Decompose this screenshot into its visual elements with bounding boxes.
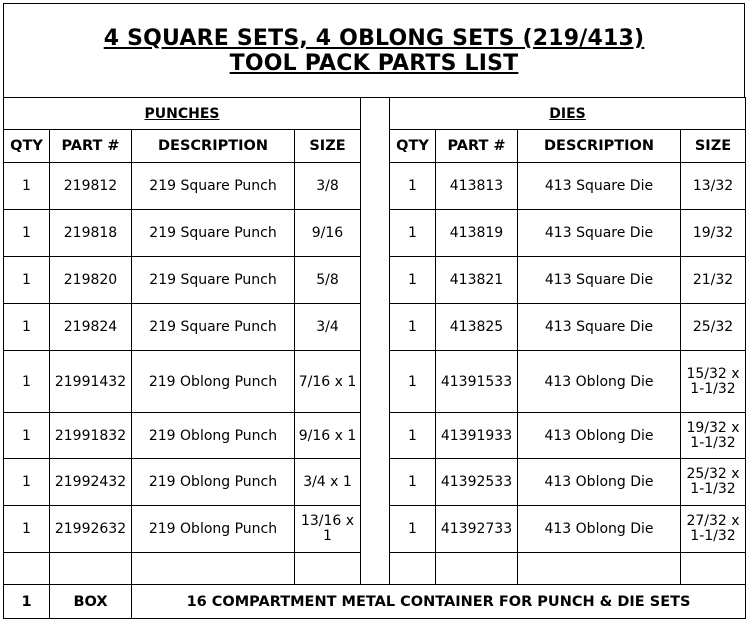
punch-qty: 1 [4,459,50,506]
title-line-2: TOOL PACK PARTS LIST [229,50,519,76]
header-die-description: DESCRIPTION [518,130,681,163]
die-description: 413 Oblong Die [518,351,681,413]
die-part: 41391533 [436,351,518,413]
punch-qty: 1 [4,163,50,210]
punch-part: 219824 [50,304,132,351]
punch-description: 219 Square Punch [132,210,295,257]
punch-description: 219 Oblong Punch [132,413,295,459]
column-gap [361,98,390,585]
header-die-qty: QTY [390,130,436,163]
die-description: 413 Square Die [518,257,681,304]
die-qty: 1 [390,459,436,506]
punch-qty: 1 [4,304,50,351]
die-part: 41391933 [436,413,518,459]
footer-description: 16 COMPARTMENT METAL CONTAINER FOR PUNCH & DIE SETS [132,585,746,619]
punch-part: 219818 [50,210,132,257]
die-qty: 1 [390,506,436,553]
punch-part: 21991432 [50,351,132,413]
punch-size: 3/8 [295,163,361,210]
footer-part: BOX [50,585,132,619]
die-description: 413 Square Die [518,210,681,257]
punch-size-text: 13/16 x 1 [300,513,355,544]
die-size [681,413,746,459]
die-size [681,459,746,506]
punch-qty: 1 [4,351,50,413]
header-punch-qty: QTY [4,130,50,163]
die-qty: 1 [390,210,436,257]
die-part: 41392733 [436,506,518,553]
punch-part: 21992432 [50,459,132,506]
die-size-text: 27/32 x 1-1/32 [686,513,740,544]
punch-description: 219 Oblong Punch [132,506,295,553]
die-size [681,351,746,413]
die-qty: 1 [390,163,436,210]
die-size: 25/32 [681,304,746,351]
die-description: 413 Square Die [518,163,681,210]
punch-part: 219820 [50,257,132,304]
header-punch-description: DESCRIPTION [132,130,295,163]
section-dies: DIES [390,98,746,130]
die-qty: 1 [390,257,436,304]
die-size: 13/32 [681,163,746,210]
footer-qty: 1 [4,585,50,619]
punch-description: 219 Square Punch [132,304,295,351]
die-description: 413 Oblong Die [518,413,681,459]
punch-qty: 1 [4,257,50,304]
punch-qty: 1 [4,506,50,553]
die-size: 21/32 [681,257,746,304]
die-size-text: 25/32 x 1-1/32 [686,466,740,497]
die-size: 19/32 [681,210,746,257]
die-qty: 1 [390,304,436,351]
die-size [681,506,746,553]
die-part: 413825 [436,304,518,351]
section-header-row [4,98,746,130]
header-punch-size: SIZE [295,130,361,163]
title-line-1: 4 SQUARE SETS, 4 OBLONG SETS (219/413) [103,25,645,51]
parts-table [3,97,746,619]
header-punch-part: PART # [50,130,132,163]
die-size-text: 15/32 x 1-1/32 [686,365,740,397]
punch-description: 219 Square Punch [132,257,295,304]
die-description: 413 Oblong Die [518,506,681,553]
footer-row [4,585,746,619]
die-part: 413821 [436,257,518,304]
punch-part: 21992632 [50,506,132,553]
punch-part: 219812 [50,163,132,210]
die-qty: 1 [390,413,436,459]
punch-qty: 1 [4,210,50,257]
title-block [3,3,745,97]
punch-description: 219 Square Punch [132,163,295,210]
section-punches: PUNCHES [4,98,361,130]
die-part: 413813 [436,163,518,210]
punch-size [295,506,361,553]
die-part: 41392533 [436,459,518,506]
punch-part: 21991832 [50,413,132,459]
header-die-part: PART # [436,130,518,163]
punch-size: 5/8 [295,257,361,304]
punch-size: 3/4 x 1 [295,459,361,506]
die-qty: 1 [390,351,436,413]
die-description: 413 Oblong Die [518,459,681,506]
punch-size: 3/4 [295,304,361,351]
die-part: 413819 [436,210,518,257]
punch-qty: 1 [4,413,50,459]
die-size-text: 19/32 x 1-1/32 [686,419,740,451]
punch-description: 219 Oblong Punch [132,459,295,506]
punch-size: 9/16 x 1 [295,413,361,459]
punch-size: 7/16 x 1 [295,351,361,413]
punch-size: 9/16 [295,210,361,257]
header-die-size: SIZE [681,130,746,163]
die-description: 413 Square Die [518,304,681,351]
punch-description: 219 Oblong Punch [132,351,295,413]
